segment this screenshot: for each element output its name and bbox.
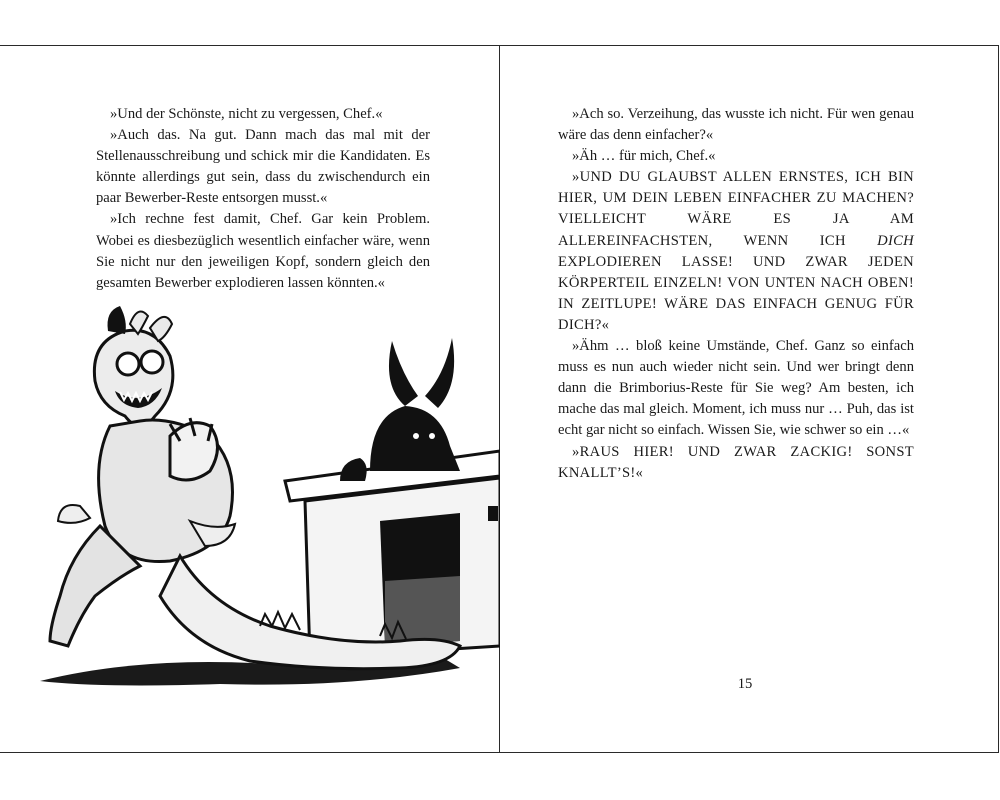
paragraph: »Ich rechne fest damit, Chef. Gar kein Problem. Wobei es diesbezüglich wesentlich einfacher wäre, wenn Sie nicht nur den jeweiligen Kopf, sondern gleich den gesamten Bewerber explodieren lassen könnten.« — [96, 211, 430, 291]
shout-text-start: »UND DU GLAUBST ALLEN ERNSTES, ICH BIN HIER, UM DEIN LEBEN EINFACHER ZU MACHEN? VIELLEICHT WÄRE ES JA AM ALLEREINFACHSTEN, WENN ICH — [558, 169, 914, 249]
right-page-text — [558, 104, 914, 484]
kennel — [285, 451, 500, 658]
demon-silhouette — [340, 338, 460, 481]
paragraph: »RAUS HIER! UND ZWAR ZACKIG! SONST KNALLT’S!« — [558, 443, 914, 481]
page-number: 15 — [737, 676, 753, 692]
shout-emphasis: DICH — [877, 232, 914, 249]
paragraph: »Und der Schönste, nicht zu vergessen, Chef.« — [110, 106, 383, 122]
illustration — [20, 296, 500, 696]
paragraph: »Äh … für mich, Chef.« — [572, 148, 716, 165]
shout-paragraph — [558, 167, 914, 336]
book-spread — [0, 45, 1000, 753]
paragraph: »Ähm … bloß keine Umstände, Chef. Ganz so einfach muss es nun auch wieder nicht sein. Und wer bringt denn dann die Brimborius-Reste für Sie weg? Am besten, ich mache das mal gleich. Moment, ich muss nur … Puh, das ist echt gar nicht so einfach. Wissen Sie, wie schwer so ein …« — [558, 338, 914, 439]
right-page — [500, 45, 999, 753]
paragraph: »Auch das. Na gut. Dann mach das mal mit der Stellenausschreibung und schick mir die Kandidaten. Es könnte allerdings gut sein, dass du zwischendurch ein paar Bewerber-Reste entsorgen musst.« — [96, 127, 430, 207]
left-page-text — [96, 104, 430, 294]
paragraph: »Ach so. Verzeihung, das wusste ich nicht. Für wen genau wäre das denn einfacher?« — [558, 106, 914, 144]
shout-text-end: EXPLODIEREN LASSE! UND ZWAR JEDEN KÖRPERTEIL EINZELN! VON UNTEN NACH OBEN! IN ZEITLUPE! WÄRE DAS EINFACH GENUG FÜR DICH?« — [558, 253, 914, 333]
left-page — [0, 45, 500, 753]
